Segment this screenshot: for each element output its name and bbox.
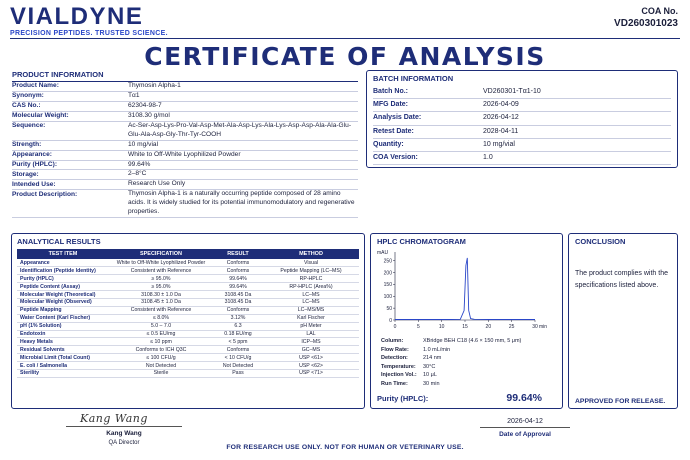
x-tick-label: 20 bbox=[485, 324, 492, 330]
page-title: CERTIFICATE OF ANALYSIS bbox=[144, 42, 546, 71]
table-cell: Heavy Metals bbox=[17, 338, 109, 346]
hplc-purity-value: 99.64% bbox=[506, 392, 542, 404]
product-info-row bbox=[12, 180, 358, 190]
table-row bbox=[17, 298, 359, 306]
table-cell: Peptide Content (Assay) bbox=[17, 283, 109, 291]
batch-info-row bbox=[373, 152, 671, 165]
product-info-value: Thymosin Alpha-1 bbox=[128, 82, 181, 89]
hplc-param-value: XBridge BEH C18 (4.6 × 150 mm, 5 μm) bbox=[423, 338, 522, 344]
product-info-value: 10 mg/vial bbox=[128, 140, 159, 148]
table-row bbox=[17, 354, 359, 362]
product-info-row bbox=[12, 102, 358, 112]
product-info-row bbox=[12, 112, 358, 122]
product-info-label: Synonym: bbox=[12, 92, 44, 100]
table-cell: ≤ 0.5 EU/mg bbox=[109, 330, 213, 338]
table-cell: 3108.45 Da bbox=[213, 298, 263, 306]
x-tick-label: 25 bbox=[508, 324, 515, 330]
product-info-value: Ac-Ser-Asp-Lys-Pro-Val-Asp-Met-Ala-Asp-Lys-Ala-Lys-Asp-Asp-Ala-Ala-Glu-Glu-Ala-Asp-Gly-Thr-Tyr-COOH bbox=[128, 121, 352, 138]
x-tick-label: 0 bbox=[393, 324, 397, 330]
batch-info-label: Batch No.: bbox=[373, 88, 408, 95]
table-cell: Pass bbox=[213, 369, 263, 377]
coa-number-block bbox=[614, 6, 678, 29]
table-cell: Not Detected bbox=[109, 362, 213, 370]
batch-information-rows bbox=[373, 86, 671, 165]
table-cell: ≤ 100 CFU/g bbox=[109, 354, 213, 362]
header-divider bbox=[10, 38, 680, 39]
table-cell: Not Detected bbox=[213, 362, 263, 370]
y-tick-label: 250 bbox=[383, 258, 392, 265]
table-cell: Consistent with Reference bbox=[109, 306, 213, 314]
hplc-purity-label: Purity (HPLC): bbox=[377, 394, 429, 403]
table-cell: GC–MS bbox=[263, 346, 359, 354]
table-cell: Endotoxin bbox=[17, 330, 109, 338]
batch-info-row bbox=[373, 126, 671, 139]
analytical-results-box bbox=[11, 233, 365, 409]
table-cell: RP-HPLC (Area%) bbox=[263, 283, 359, 291]
y-tick-label: 0 bbox=[389, 317, 392, 324]
table-cell: < 10 CFU/g bbox=[213, 354, 263, 362]
table-cell: Conforms bbox=[213, 267, 263, 275]
batch-info-row bbox=[373, 99, 671, 112]
table-cell: 6.3 bbox=[213, 322, 263, 330]
product-information-rows bbox=[12, 82, 358, 218]
table-cell: Sterile bbox=[109, 369, 213, 377]
table-row bbox=[17, 259, 359, 267]
handwritten-signature: Kang Wang bbox=[80, 412, 148, 425]
table-cell: ICP–MS bbox=[263, 338, 359, 346]
brand-tagline: PRECISION PEPTIDES. TRUSTED SCIENCE. bbox=[10, 30, 168, 37]
coa-number-label: COA No. bbox=[641, 6, 678, 16]
batch-info-label: Analysis Date: bbox=[373, 114, 422, 122]
table-cell: Molecular Weight (Theoretical) bbox=[17, 291, 109, 299]
table-cell: USP <62> bbox=[263, 362, 359, 370]
product-info-value: 2–8°C bbox=[128, 170, 147, 178]
batch-information-box bbox=[366, 70, 678, 168]
product-info-value: 99.64% bbox=[128, 160, 151, 168]
table-cell: USP <61> bbox=[263, 354, 359, 362]
hplc-param-row bbox=[381, 372, 437, 378]
table-row bbox=[17, 330, 359, 338]
table-cell: USP <71> bbox=[263, 369, 359, 377]
batch-info-value: 1.0 bbox=[483, 154, 493, 162]
footer-disclaimer: FOR RESEARCH USE ONLY. NOT FOR HUMAN OR VETERINARY USE. bbox=[226, 444, 464, 451]
batch-info-label: Retest Date: bbox=[373, 127, 414, 135]
table-cell: White to Off-White Lyophilized Powder bbox=[109, 259, 213, 267]
table-cell: LC–MS bbox=[263, 298, 359, 306]
table-row bbox=[17, 267, 359, 275]
product-info-label: Sequence: bbox=[12, 122, 46, 130]
hplc-param-label: Column: bbox=[381, 338, 404, 344]
product-info-row bbox=[12, 141, 358, 151]
table-cell: Conforms bbox=[213, 259, 263, 267]
batch-info-label: MFG Date: bbox=[373, 101, 408, 109]
table-cell: Identification (Peptide Identity) bbox=[17, 267, 109, 275]
product-info-label: Molecular Weight: bbox=[12, 112, 69, 120]
column-header: TEST ITEM bbox=[17, 249, 109, 259]
table-row bbox=[17, 346, 359, 354]
column-header: SPECIFICATION bbox=[109, 249, 213, 259]
table-cell: Visual bbox=[263, 259, 359, 267]
product-info-row bbox=[12, 151, 358, 161]
hplc-param-row bbox=[381, 338, 521, 344]
batch-info-label: COA Version: bbox=[373, 154, 418, 162]
conclusion-box bbox=[568, 233, 678, 409]
product-info-label: Storage: bbox=[12, 170, 39, 178]
table-cell: E. coli / Salmonella bbox=[17, 362, 109, 370]
y-tick-label: 50 bbox=[386, 305, 392, 312]
column-header: METHOD bbox=[263, 249, 359, 259]
product-info-row bbox=[12, 82, 358, 92]
hplc-param-value: 30°C bbox=[423, 363, 436, 370]
table-row bbox=[17, 369, 359, 377]
conclusion-text: The product complies with the specifications listed above. bbox=[575, 270, 668, 289]
results-table-header bbox=[17, 249, 359, 259]
product-info-label: Product Description: bbox=[12, 190, 78, 198]
product-info-label: Product Name: bbox=[12, 82, 59, 90]
x-tick-label: 15 bbox=[462, 324, 468, 330]
product-info-row bbox=[12, 92, 358, 102]
product-info-row bbox=[12, 170, 358, 180]
table-cell: 99.64% bbox=[213, 283, 263, 291]
product-information-heading: PRODUCT INFORMATION bbox=[12, 70, 104, 79]
product-info-row bbox=[12, 190, 358, 217]
hplc-chromatogram-chart bbox=[375, 246, 560, 332]
batch-info-row bbox=[373, 112, 671, 125]
product-info-value: Thymosin Alpha-1 is a naturally occurring peptide composed of 28 amino acids. It is widely studied for its potential immunomodulatory and regenerative properties. bbox=[128, 190, 355, 216]
batch-info-value: VD260301-Tα1-10 bbox=[483, 88, 541, 95]
product-info-row bbox=[12, 161, 358, 171]
table-cell: pH (1% Solution) bbox=[17, 322, 109, 330]
approval-date: 2026-04-12 bbox=[507, 418, 543, 425]
table-cell: ≤ 8.0% bbox=[109, 314, 213, 322]
table-cell: 3108.45 Da bbox=[213, 291, 263, 299]
table-cell: pH Meter bbox=[263, 322, 359, 330]
product-info-value: 62304-98-7 bbox=[128, 101, 162, 109]
table-cell: ≤ 10 ppm bbox=[109, 338, 213, 346]
product-info-label: Appearance: bbox=[12, 150, 52, 158]
product-info-label: CAS No.: bbox=[12, 102, 41, 110]
hplc-param-row bbox=[381, 381, 440, 387]
batch-info-value: 2026-04-12 bbox=[483, 114, 519, 122]
batch-info-label: Quantity: bbox=[373, 140, 404, 148]
hplc-param-label: Run Time: bbox=[381, 381, 408, 387]
table-row bbox=[17, 275, 359, 283]
table-cell: ≥ 95.0% bbox=[109, 283, 213, 291]
approval-status: APPROVED FOR RELEASE. bbox=[575, 398, 666, 405]
table-cell: Karl Fischer bbox=[263, 314, 359, 322]
x-tick-label: 5 bbox=[416, 324, 420, 330]
table-cell: Conforms to ICH Q3C bbox=[109, 346, 213, 354]
product-information-section bbox=[12, 70, 358, 218]
hplc-param-row bbox=[381, 364, 435, 370]
table-cell: Purity (HPLC) bbox=[17, 275, 109, 283]
product-info-value: Research Use Only bbox=[128, 180, 186, 188]
table-cell: LC–MS/MS bbox=[263, 306, 359, 314]
y-tick-label: 200 bbox=[383, 270, 392, 277]
product-info-label: Purity (HPLC): bbox=[12, 160, 58, 168]
table-cell: Peptide Mapping bbox=[17, 306, 109, 314]
table-cell: Conforms bbox=[213, 306, 263, 314]
hplc-purity-row bbox=[377, 392, 556, 404]
hplc-param-value: 1.0 mL/min bbox=[423, 346, 451, 353]
table-cell: 3108.45 ± 1.0 Da bbox=[109, 298, 213, 306]
table-row bbox=[17, 306, 359, 314]
table-cell: Microbial Limit (Total Count) bbox=[17, 354, 109, 362]
product-info-label: Intended Use: bbox=[12, 180, 56, 188]
signatory-name: Kang Wang bbox=[106, 430, 142, 437]
hplc-param-value: 214 nm bbox=[423, 355, 442, 362]
batch-info-value: 2026-04-09 bbox=[483, 101, 519, 109]
product-info-row bbox=[12, 122, 358, 141]
batch-info-row bbox=[373, 86, 671, 99]
table-cell: Molecular Weight (Observed) bbox=[17, 298, 109, 306]
hplc-param-label: Injection Vol.: bbox=[381, 372, 417, 379]
column-header: RESULT bbox=[213, 249, 263, 259]
product-info-label: Strength: bbox=[12, 140, 42, 148]
table-cell: Residual Solvents bbox=[17, 346, 109, 354]
product-info-value: 3108.30 g/mol bbox=[128, 111, 170, 119]
table-row bbox=[17, 338, 359, 346]
hplc-chromatogram-box bbox=[370, 233, 563, 409]
hplc-param-label: Detection: bbox=[381, 355, 408, 362]
table-cell: ≥ 95.0% bbox=[109, 275, 213, 283]
table-cell: < 5 ppm bbox=[213, 338, 263, 346]
hplc-param-label: Flow Rate: bbox=[381, 346, 409, 353]
table-cell: 99.64% bbox=[213, 275, 263, 283]
table-cell: Water Content (Karl Fischer) bbox=[17, 314, 109, 322]
table-cell: 3.12% bbox=[213, 314, 263, 322]
approval-date-label: Date of Approval bbox=[499, 431, 551, 438]
table-cell: Sterility bbox=[17, 369, 109, 377]
brand-logo-text: VIALDYNE bbox=[10, 3, 144, 30]
coa-number-value: VD260301023 bbox=[614, 18, 678, 29]
batch-info-value: 2028-04-11 bbox=[483, 127, 519, 135]
x-tick-label: 30 bbox=[532, 324, 538, 330]
x-tick-label: 10 bbox=[438, 324, 445, 330]
table-row bbox=[17, 291, 359, 299]
chromatogram-trace bbox=[395, 258, 535, 320]
table-cell: 0.18 EU/mg bbox=[213, 330, 263, 338]
table-cell: RP-HPLC bbox=[263, 275, 359, 283]
table-row bbox=[17, 362, 359, 370]
y-axis-unit: mAU bbox=[377, 250, 389, 256]
hplc-param-row bbox=[381, 355, 441, 361]
analytical-results-heading: ANALYTICAL RESULTS bbox=[17, 237, 101, 246]
date-line bbox=[480, 427, 570, 428]
batch-info-row bbox=[373, 139, 671, 152]
signature-line bbox=[66, 426, 182, 427]
y-tick-label: 100 bbox=[383, 294, 392, 301]
table-row bbox=[17, 283, 359, 291]
table-cell: 3108.30 ± 1.0 Da bbox=[109, 291, 213, 299]
hplc-param-label: Temperature: bbox=[381, 363, 416, 370]
table-cell: Consistent with Reference bbox=[109, 267, 213, 275]
brand-header bbox=[10, 4, 168, 37]
table-cell: Appearance bbox=[17, 259, 109, 267]
table-cell: LC–MS bbox=[263, 291, 359, 299]
table-cell: LAL bbox=[263, 330, 359, 338]
product-info-value: Tα1 bbox=[128, 91, 140, 99]
signatory-title: QA Director bbox=[108, 440, 140, 446]
hplc-param-value: 30 min bbox=[423, 381, 440, 387]
hplc-param-row bbox=[381, 347, 450, 353]
hplc-heading: HPLC CHROMATOGRAM bbox=[377, 237, 466, 246]
hplc-param-value: 10 μL bbox=[423, 372, 437, 379]
table-row bbox=[17, 322, 359, 330]
analytical-results-table bbox=[17, 249, 359, 378]
x-axis-unit: min bbox=[539, 324, 548, 330]
table-row bbox=[17, 314, 359, 322]
table-cell: Conforms bbox=[213, 346, 263, 354]
product-info-value: White to Off-White Lyophilized Powder bbox=[128, 150, 241, 158]
batch-info-value: 10 mg/vial bbox=[483, 140, 515, 148]
batch-information-heading: BATCH INFORMATION bbox=[373, 74, 454, 83]
conclusion-heading: CONCLUSION bbox=[575, 237, 626, 246]
y-tick-label: 150 bbox=[383, 282, 392, 289]
table-cell: 5.0 – 7.0 bbox=[109, 322, 213, 330]
table-cell: Peptide Mapping (LC–MS) bbox=[263, 267, 359, 275]
